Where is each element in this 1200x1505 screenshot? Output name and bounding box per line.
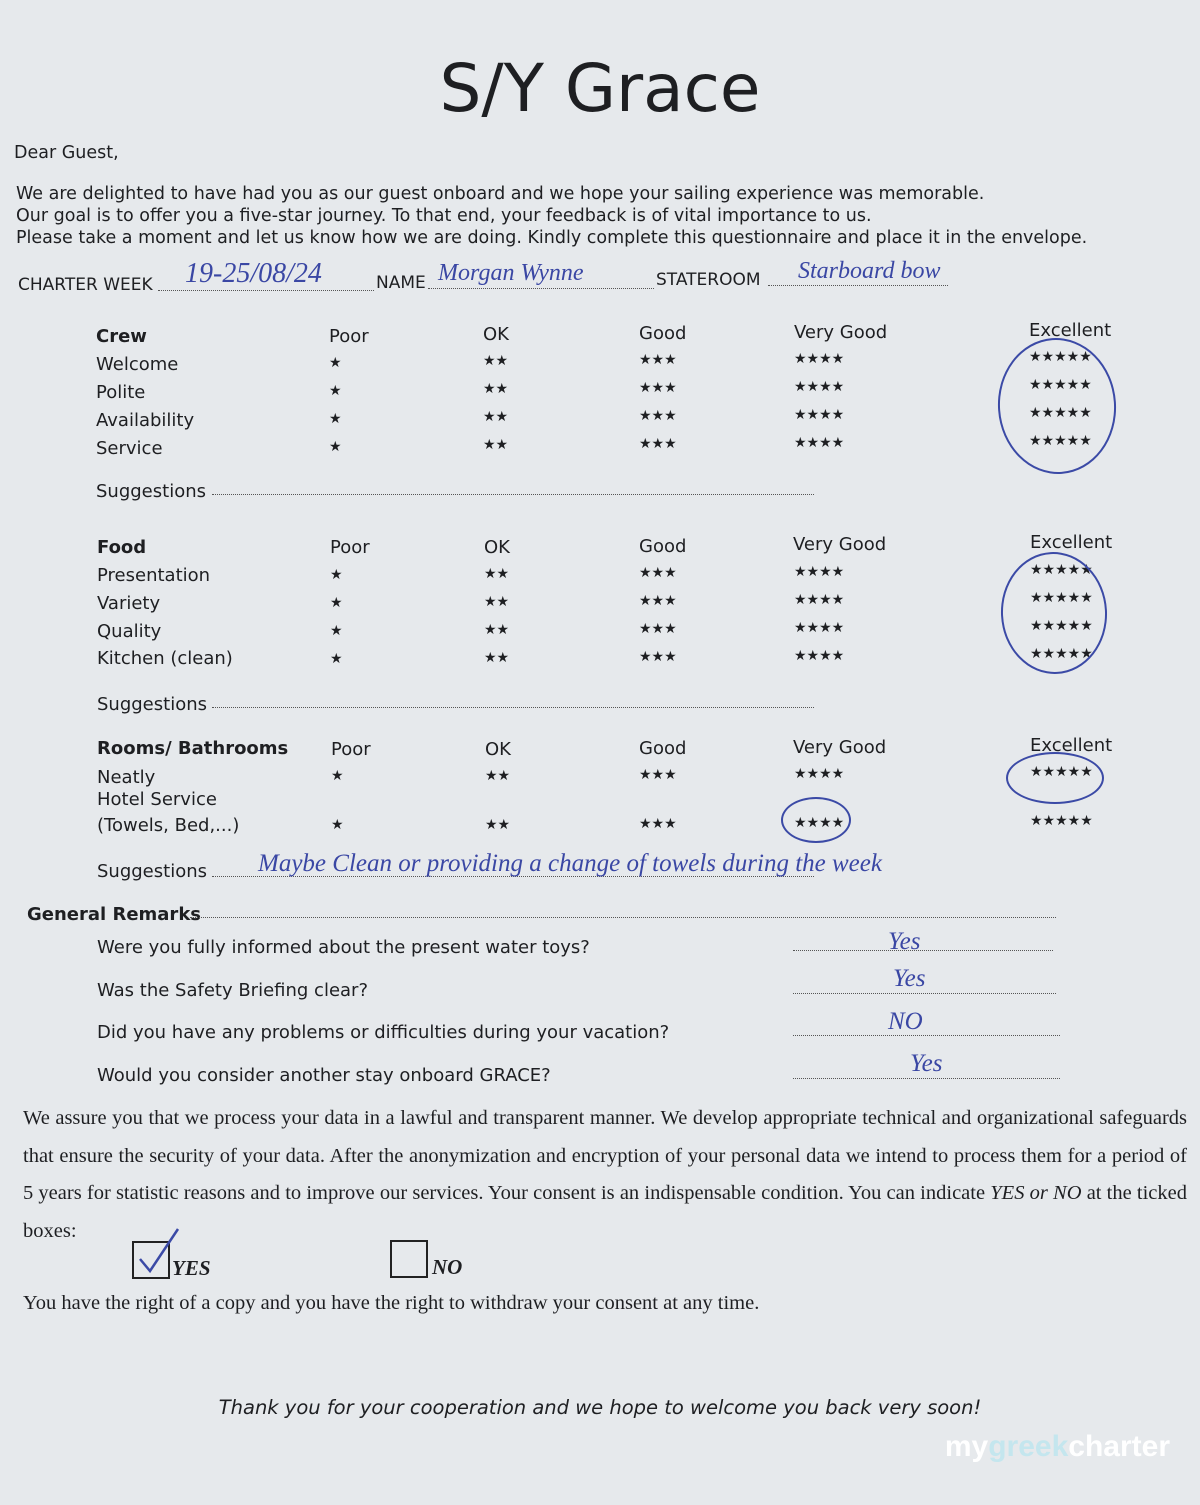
suggestions-line[interactable]: [212, 707, 814, 708]
answer-line[interactable]: [793, 1035, 1060, 1036]
question-problems: Did you have any problems or difficulties during your vacation?: [97, 1022, 670, 1043]
row-label-service: Service: [96, 438, 163, 459]
row-label-polite: Polite: [96, 382, 146, 403]
column-poor: Poor: [331, 739, 371, 760]
rating-ok[interactable]: ★★: [484, 650, 510, 666]
rating-very-good[interactable]: ★★★★: [794, 592, 845, 608]
suggestions-label: Suggestions: [97, 861, 207, 882]
row-label-hotel-service: Hotel Service: [97, 789, 217, 810]
rating-ok[interactable]: ★★: [485, 768, 511, 784]
row-label-welcome: Welcome: [96, 354, 179, 375]
stateroom-line: [768, 285, 948, 286]
rating-excellent[interactable]: ★★★★★: [1030, 764, 1093, 780]
rating-poor[interactable]: ★: [329, 355, 342, 371]
excellent-selection-circle: [993, 334, 1120, 478]
consent-yes-label: YES: [172, 1256, 211, 1280]
suggestions-label: Suggestions: [96, 481, 206, 502]
charter-week-label: CHARTER WEEK: [18, 275, 153, 295]
answer-water-toys[interactable]: Yes: [888, 928, 921, 955]
consent-no-checkbox[interactable]: [390, 1240, 428, 1278]
legal-tail: at the ticked boxes:: [23, 1182, 1187, 1242]
column-very-good: Very Good: [793, 737, 887, 758]
rating-poor[interactable]: ★: [330, 623, 343, 639]
rating-poor[interactable]: ★: [329, 383, 342, 399]
legal-text: We assure you that we process your data in a lawful and transparent manner. We develop appropriate technical and organizational safeguards that ensure the security of your data. After the anonymization and encryption of your personal data we intend to process them for a period of 5 years for statistic reasons and to improve our services. Your consent is an indispensable condition. You can indicate: [23, 1107, 1187, 1204]
rating-good[interactable]: ★★★: [639, 649, 677, 665]
row-label-variety: Variety: [97, 593, 161, 614]
row-label-hotel-service-detail: (Towels, Bed,...): [97, 815, 240, 836]
rating-ok[interactable]: ★★: [483, 381, 509, 397]
general-remarks-label: General Remarks: [27, 904, 201, 925]
rating-ok[interactable]: ★★: [485, 817, 511, 833]
question-safety-briefing: Was the Safety Briefing clear?: [97, 980, 369, 1001]
rating-poor[interactable]: ★: [330, 595, 343, 611]
intro-line-3: Please take a moment and let us know how we are doing. Kindly complete this questionnaire and place it in the envelope.: [16, 228, 1088, 248]
rating-poor[interactable]: ★: [331, 768, 344, 784]
rating-good[interactable]: ★★★: [639, 380, 677, 396]
column-ok: OK: [485, 739, 511, 760]
column-good: Good: [639, 536, 687, 557]
column-very-good: Very Good: [793, 534, 887, 555]
very-good-selection-circle: [781, 797, 851, 843]
rating-excellent[interactable]: ★★★★★: [1029, 349, 1092, 365]
rating-poor[interactable]: ★: [330, 651, 343, 667]
rating-very-good[interactable]: ★★★★: [794, 620, 845, 636]
rating-good[interactable]: ★★★: [639, 816, 677, 832]
suggestions-line[interactable]: [212, 494, 814, 495]
section-title: Rooms/ Bathrooms: [97, 738, 289, 759]
consent-yes-checkbox[interactable]: [132, 1241, 170, 1279]
excellent-selection-circle: [1006, 752, 1104, 804]
answer-problems[interactable]: NO: [888, 1008, 923, 1035]
rating-good[interactable]: ★★★: [639, 767, 677, 783]
column-poor: Poor: [330, 537, 370, 558]
rating-poor[interactable]: ★: [329, 439, 342, 455]
question-water-toys: Were you fully informed about the present water toys?: [97, 937, 590, 958]
rating-good[interactable]: ★★★: [639, 352, 677, 368]
name-value[interactable]: Morgan Wynne: [438, 260, 584, 286]
thank-you-note: Thank you for your cooperation and we hope to welcome you back very soon!: [218, 1396, 982, 1419]
legal-paragraph: [23, 1100, 1187, 1250]
rating-ok[interactable]: ★★: [484, 594, 510, 610]
rating-very-good[interactable]: ★★★★: [794, 435, 845, 451]
consent-no-label: NO: [432, 1255, 463, 1279]
column-excellent: Excellent: [1030, 532, 1113, 553]
column-poor: Poor: [329, 326, 369, 347]
rating-excellent[interactable]: ★★★★★: [1030, 562, 1093, 578]
stateroom-label: STATEROOM: [656, 270, 761, 290]
row-label-quality: Quality: [97, 621, 162, 642]
charter-week-value[interactable]: 19-25/08/24: [185, 258, 322, 289]
intro-line-1: We are delighted to have had you as our guest onboard and we hope your sailing experience was memorable.: [16, 184, 985, 204]
rating-excellent[interactable]: ★★★★★: [1030, 813, 1093, 829]
intro-line-2: Our goal is to offer you a five-star journey. To that end, your feedback is of vital importance to us.: [16, 206, 872, 226]
name-label: NAME: [376, 273, 426, 293]
rights-text: You have the right of a copy and you have the right to withdraw your consent at any time.: [23, 1292, 760, 1314]
rating-good[interactable]: ★★★: [639, 621, 677, 637]
stateroom-value[interactable]: Starboard bow: [798, 258, 941, 284]
row-label-neatly: Neatly: [97, 767, 156, 788]
answer-line[interactable]: [793, 950, 1053, 951]
answer-safety-briefing[interactable]: Yes: [893, 965, 926, 992]
rating-poor[interactable]: ★: [331, 817, 344, 833]
answer-line[interactable]: [793, 1078, 1060, 1079]
rating-excellent[interactable]: ★★★★★: [1030, 646, 1093, 662]
section-title: Food: [97, 537, 147, 558]
column-good: Good: [639, 738, 687, 759]
rating-very-good[interactable]: ★★★★: [794, 648, 845, 664]
rating-good[interactable]: ★★★: [639, 408, 677, 424]
rating-ok[interactable]: ★★: [484, 566, 510, 582]
rating-good[interactable]: ★★★: [639, 565, 677, 581]
column-excellent: Excellent: [1030, 735, 1113, 756]
column-very-good: Very Good: [794, 322, 888, 343]
column-excellent: Excellent: [1029, 320, 1112, 341]
greeting: Dear Guest,: [14, 143, 119, 163]
rating-excellent[interactable]: ★★★★★: [1029, 405, 1092, 421]
question-another-stay: Would you consider another stay onboard GRACE?: [97, 1065, 551, 1086]
rating-good[interactable]: ★★★: [639, 593, 677, 609]
rating-very-good[interactable]: ★★★★: [794, 766, 845, 782]
suggestions-label: Suggestions: [97, 694, 207, 715]
column-ok: OK: [483, 324, 509, 345]
suggestions-handwriting[interactable]: Maybe Clean or providing a change of towels during the week: [258, 850, 882, 877]
rating-very-good[interactable]: ★★★★: [794, 351, 845, 367]
charter-week-line: [158, 290, 374, 291]
rating-very-good[interactable]: ★★★★: [794, 815, 845, 831]
general-remarks-line[interactable]: [190, 917, 1056, 918]
rating-excellent[interactable]: ★★★★★: [1029, 377, 1092, 393]
excellent-selection-circle: [998, 549, 1110, 676]
answer-another-stay[interactable]: Yes: [910, 1050, 943, 1077]
rating-ok[interactable]: ★★: [483, 409, 509, 425]
rating-very-good[interactable]: ★★★★: [794, 564, 845, 580]
document-title: S/Y Grace: [439, 50, 761, 127]
rating-good[interactable]: ★★★: [639, 436, 677, 452]
row-label-availability: Availability: [96, 410, 195, 431]
rating-poor[interactable]: ★: [330, 567, 343, 583]
rating-very-good[interactable]: ★★★★: [794, 379, 845, 395]
rating-ok[interactable]: ★★: [484, 622, 510, 638]
answer-line[interactable]: [793, 993, 1056, 994]
rating-ok[interactable]: ★★: [483, 437, 509, 453]
name-line: [428, 288, 654, 289]
watermark-logo: mygreekcharter: [944, 1430, 1170, 1463]
row-label-presentation: Presentation: [97, 565, 211, 586]
column-ok: OK: [484, 537, 510, 558]
rating-very-good[interactable]: ★★★★: [794, 407, 845, 423]
rating-excellent[interactable]: ★★★★★: [1030, 590, 1093, 606]
section-title: Crew: [96, 326, 147, 347]
rating-ok[interactable]: ★★: [483, 353, 509, 369]
rating-excellent[interactable]: ★★★★★: [1029, 433, 1092, 449]
rating-excellent[interactable]: ★★★★★: [1030, 618, 1093, 634]
row-label-kitchen: Kitchen (clean): [97, 648, 233, 669]
legal-yes-no: YES or NO: [990, 1182, 1082, 1204]
rating-poor[interactable]: ★: [329, 411, 342, 427]
column-good: Good: [639, 323, 687, 344]
